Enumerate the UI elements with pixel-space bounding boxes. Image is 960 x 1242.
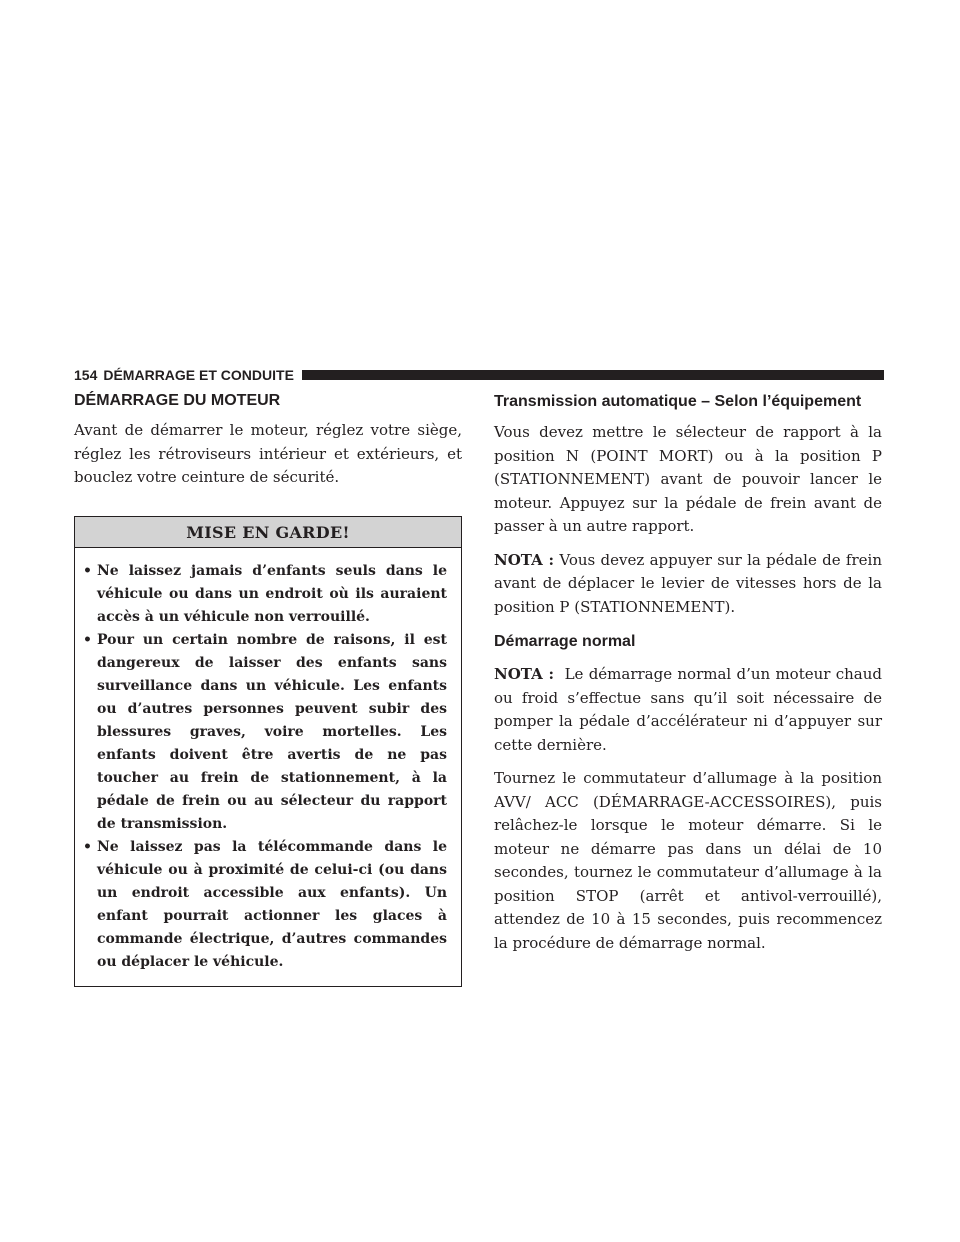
ignition-paragraph: Tournez le commutateur d’allumage à la position AVV/ ACC (DÉMARRAGE-ACCESSOIRES), puis relâchez-le lorsque le moteur démarre. Si le moteur ne démarre pas dans un délai de 10 secondes, tournez le commutateur d’allumage à la position STOP (arrêt et antivol-verrouillé), attendez de 10 à 15 secondes, puis recommencez la procédure de démarrage normal. — [494, 769, 882, 952]
page-number: 154 — [74, 367, 98, 383]
note-label: NOTA : — [494, 550, 555, 569]
header-rule — [302, 370, 884, 380]
warning-item-text: Pour un certain nombre de raisons, il est dangereux de laisser des enfants sans surveillance dans un véhicule. Les enfants ou d’autres personnes peuvent subir des blessures graves, voire mortelles. Les enfants doivent être avertis de ne pas toucher au frein de stationnement, à la pédale de frein ou au sélecteur du rapport de transmission. — [97, 631, 447, 832]
page-header — [74, 366, 884, 384]
note-paragraph-1 — [494, 549, 882, 620]
warning-item-text: Ne laissez jamais d’enfants seuls dans le véhicule ou dans un endroit où ils auraient accès à un véhicule non verrouillé. — [97, 562, 447, 625]
warning-box — [74, 516, 462, 987]
warning-item — [83, 629, 447, 836]
note-text: Le démarrage normal d’un moteur chaud ou froid s’effectue sans qu’il soit nécessaire de pomper la pédale d’accélérateur ni d’appuyer sur cette dernière. — [494, 665, 887, 754]
section-heading-demarrage-normal: Démarrage normal — [494, 633, 636, 650]
bullet-icon: • — [83, 631, 92, 648]
warning-item-text: Ne laissez pas la télécommande dans le véhicule ou à proximité de celui-ci (ou dans un endroit accessible aux enfants). Un enfant pourrait actionner les glaces à commande électrique, d’autres commandes ou déplacer le véhicule. — [97, 838, 447, 970]
note-paragraph-2 — [494, 663, 887, 757]
note-label: NOTA : — [494, 665, 555, 683]
bullet-icon: • — [83, 562, 92, 579]
right-column — [494, 390, 887, 955]
left-column — [74, 390, 462, 987]
warning-title: MISE EN GARDE! — [75, 517, 461, 548]
section-title: DÉMARRAGE ET CONDUITE — [103, 367, 294, 383]
transmission-paragraph: Vous devez mettre le sélecteur de rapport à la position N (POINT MORT) ou à la position P (STATIONNEMENT) avant de pouvoir lancer le moteur. Appuyez sur la pédale de frein avant de passer à un autre rapport. — [494, 423, 882, 535]
bullet-icon: • — [83, 838, 92, 855]
warning-item — [83, 560, 447, 629]
note-text: Vous devez appuyer sur la pédale de frein avant de déplacer le levier de vitesses hors de la position P (STATIONNEMENT). — [494, 550, 882, 616]
warning-list — [75, 548, 461, 986]
section-heading-demarrage-moteur: DÉMARRAGE DU MOTEUR — [74, 392, 281, 409]
section-heading-transmission: Transmission automatique – Selon l’équipement — [494, 393, 862, 410]
intro-paragraph: Avant de démarrer le moteur, réglez votre siège, réglez les rétroviseurs intérieur et extérieurs, et bouclez votre ceinture de sécurité. — [74, 421, 462, 486]
warning-item — [83, 836, 447, 974]
